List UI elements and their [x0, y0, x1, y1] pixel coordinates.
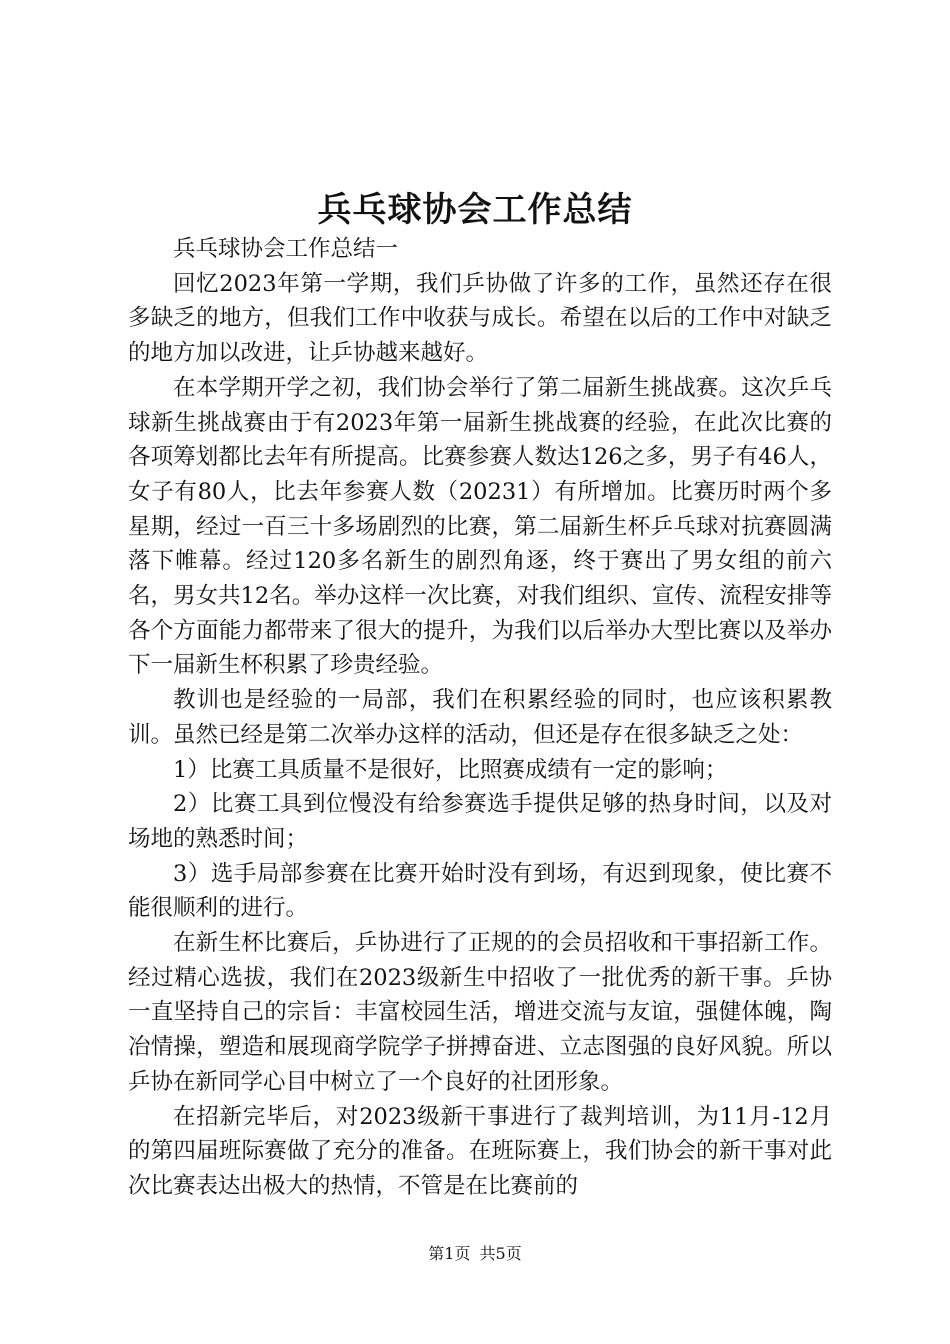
document-title: 兵乓球协会工作总结 [317, 190, 633, 230]
document-body [128, 232, 832, 1204]
body-paragraph: 在本学期开学之初，我们协会举行了第二届新生挑战赛。这次乒乓球新生挑战赛由于有2023年第一届新生挑战赛的经验，在此次比赛的各项筹划都比去年有所提高。比赛参赛人数达126之多，男子有46人，女子有80人，比去年参赛人数（20231）有所增加。比赛历时两个多星期，经过一百三十多场剧烈的比赛，第二届新生杯乒乓球对抗赛圆满落下帷幕。经过120多名新生的剧烈角逐，终于赛出了男女组的前六名，男女共12名。举办这样一次比赛，对我们组织、宣传、流程安排等各个方面能力都带来了很大的提升，为我们以后举办大型比赛以及举办下一届新生杯积累了珍贵经验。 [128, 374, 832, 679]
list-item: 2）比赛工具到位慢没有给参赛选手提供足够的热身时间，以及对场地的熟悉时间； [128, 791, 832, 852]
list-item: 3）选手局部参赛在比赛开始时没有到场，有迟到现象，使比赛不能很顺利的进行。 [128, 860, 832, 922]
body-paragraph: 在招新完毕后，对2023级新干事进行了裁判培训，为11月-12月的第四届班际赛做了充分的准备。在班际赛上，我们协会的新干事对此次比赛表达出极大的热情，不管是在比赛前的 [128, 1103, 832, 1199]
body-paragraph: 教训也是经验的一局部，我们在积累经验的同时，也应该积累教训。虽然已经是第二次举办这样的活动，但还是存在很多缺乏之处： [128, 687, 832, 748]
page-total: 共5页 [479, 1244, 522, 1263]
page-footer [0, 1243, 950, 1265]
subtitle-paragraph: 兵乓球协会工作总结一 [173, 236, 399, 262]
page-number: 第1页 [428, 1244, 471, 1263]
list-item: 1）比赛工具质量不是很好，比照赛成绩有一定的影响； [173, 756, 728, 783]
body-paragraph: 回忆2023年第一学期，我们乒协做了许多的工作，虽然还存在很多缺乏的地方，但我们工作中收获与成长。希望在以后的工作中对缺乏的地方加以改进，让乒协越来越好。 [128, 270, 832, 367]
body-paragraph: 在新生杯比赛后，乒协进行了正规的的会员招收和干事招新工作。经过精心选拔，我们在2023级新生中招收了一批优秀的新干事。乒协一直坚持自己的宗旨：丰富校园生活，增进交流与友谊，强健体魄，陶冶情操，塑造和展现商学院学子拼搏奋进、立志图强的良好风貌。所以乒协在新同学心目中树立了一个良好的社团形象。 [128, 930, 832, 1095]
